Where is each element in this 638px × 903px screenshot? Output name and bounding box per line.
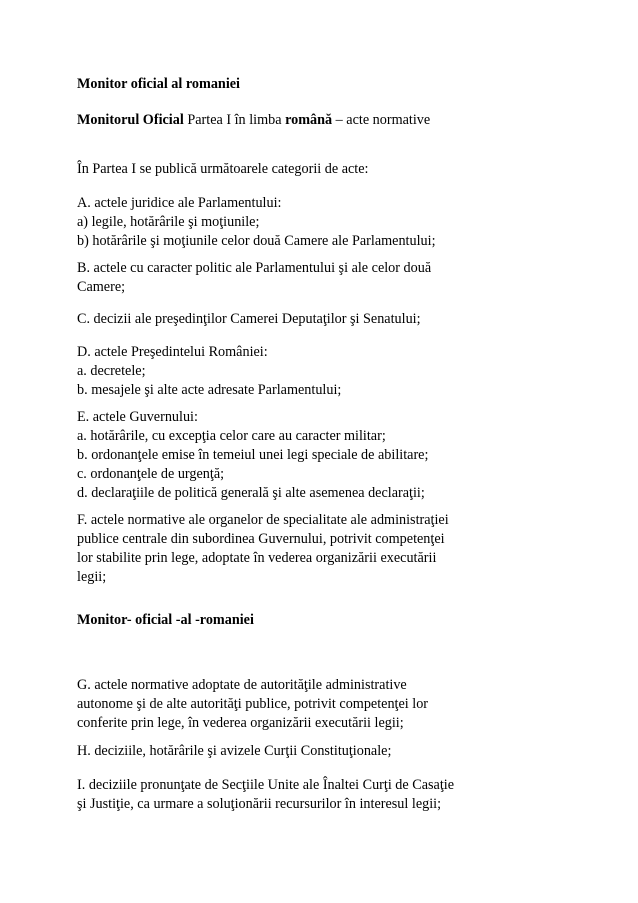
section-b-line: Camere; [77, 279, 126, 295]
document-subtitle [77, 111, 430, 130]
section-i [77, 776, 454, 814]
section-b-line: B. actele cu caracter politic ale Parlamentului şi ale celor două [77, 260, 432, 276]
section-a-line: A. actele juridice ale Parlamentului: [77, 195, 282, 211]
section-d-line: a. decretele; [77, 363, 146, 379]
section-f-line: legii; [77, 569, 107, 585]
section-b [77, 259, 431, 297]
section-e-line: d. declaraţiile de politică generală şi alte asemenea declaraţii; [77, 485, 425, 501]
section-i-line: I. deciziile pronunţate de Secţiile Unite ale Înaltei Curţi de Casaţie [77, 777, 455, 793]
section-c-line: C. decizii ale preşedinţilor Camerei Deputaţilor şi Senatului; [77, 311, 421, 327]
section-a-line: b) hotărârile şi moţiunile celor două Camere ale Parlamentului; [77, 233, 436, 249]
section-f-line: publice centrale din subordinea Guvernului, potrivit competenţei [77, 531, 445, 547]
section-d [77, 343, 341, 400]
section-e-line: b. ordonanţele emise în temeiul unei legi speciale de abilitare; [77, 447, 429, 463]
subtitle-language: română [285, 112, 333, 128]
section-f [77, 511, 449, 587]
subtitle-publication-name: Monitorul Oficial [77, 112, 184, 128]
section-g [77, 676, 428, 733]
section-h [77, 742, 391, 761]
section-g-line: conferite prin lege, în vederea organizării executării legii; [77, 715, 404, 731]
section-d-line: D. actele Preşedintelui României: [77, 344, 268, 360]
section-h-line: H. deciziile, hotărârile şi avizele Curţii Constituţionale; [77, 743, 392, 759]
section-g-line: autonome şi de alte autorităţi publice, potrivit competenţei lor [77, 696, 429, 712]
section-e-line: c. ordonanţele de urgenţă; [77, 466, 225, 482]
subtitle-suffix: – acte normative [332, 112, 431, 128]
subtitle-part-text: Partea I în limba [183, 112, 286, 128]
section-d-line: b. mesajele şi alte acte adresate Parlamentului; [77, 382, 342, 398]
section-f-line: lor stabilite prin lege, adoptate în vederea organizării executării [77, 550, 437, 566]
intro-paragraph: În Partea I se publică următoarele categorii de acte: [77, 161, 369, 177]
section-a-line: a) legile, hotărârile şi moţiunile; [77, 214, 260, 230]
section-e-line: E. actele Guvernului: [77, 409, 198, 425]
section-c [77, 310, 421, 329]
section-e-line: a. hotărârile, cu excepţia celor care au caracter militar; [77, 428, 386, 444]
section-i-line: şi Justiţie, ca urmare a soluţionării recursurilor în interesul legii; [77, 796, 442, 812]
section-f-line: F. actele normative ale organelor de specialitate ale administraţiei [77, 512, 449, 528]
repeated-heading: Monitor- oficial -al -romaniei [77, 612, 254, 628]
section-g-line: G. actele normative adoptate de autorităţile administrative [77, 677, 407, 693]
document-heading: Monitor oficial al romaniei [77, 76, 241, 92]
section-a [77, 194, 436, 251]
section-e [77, 408, 428, 503]
